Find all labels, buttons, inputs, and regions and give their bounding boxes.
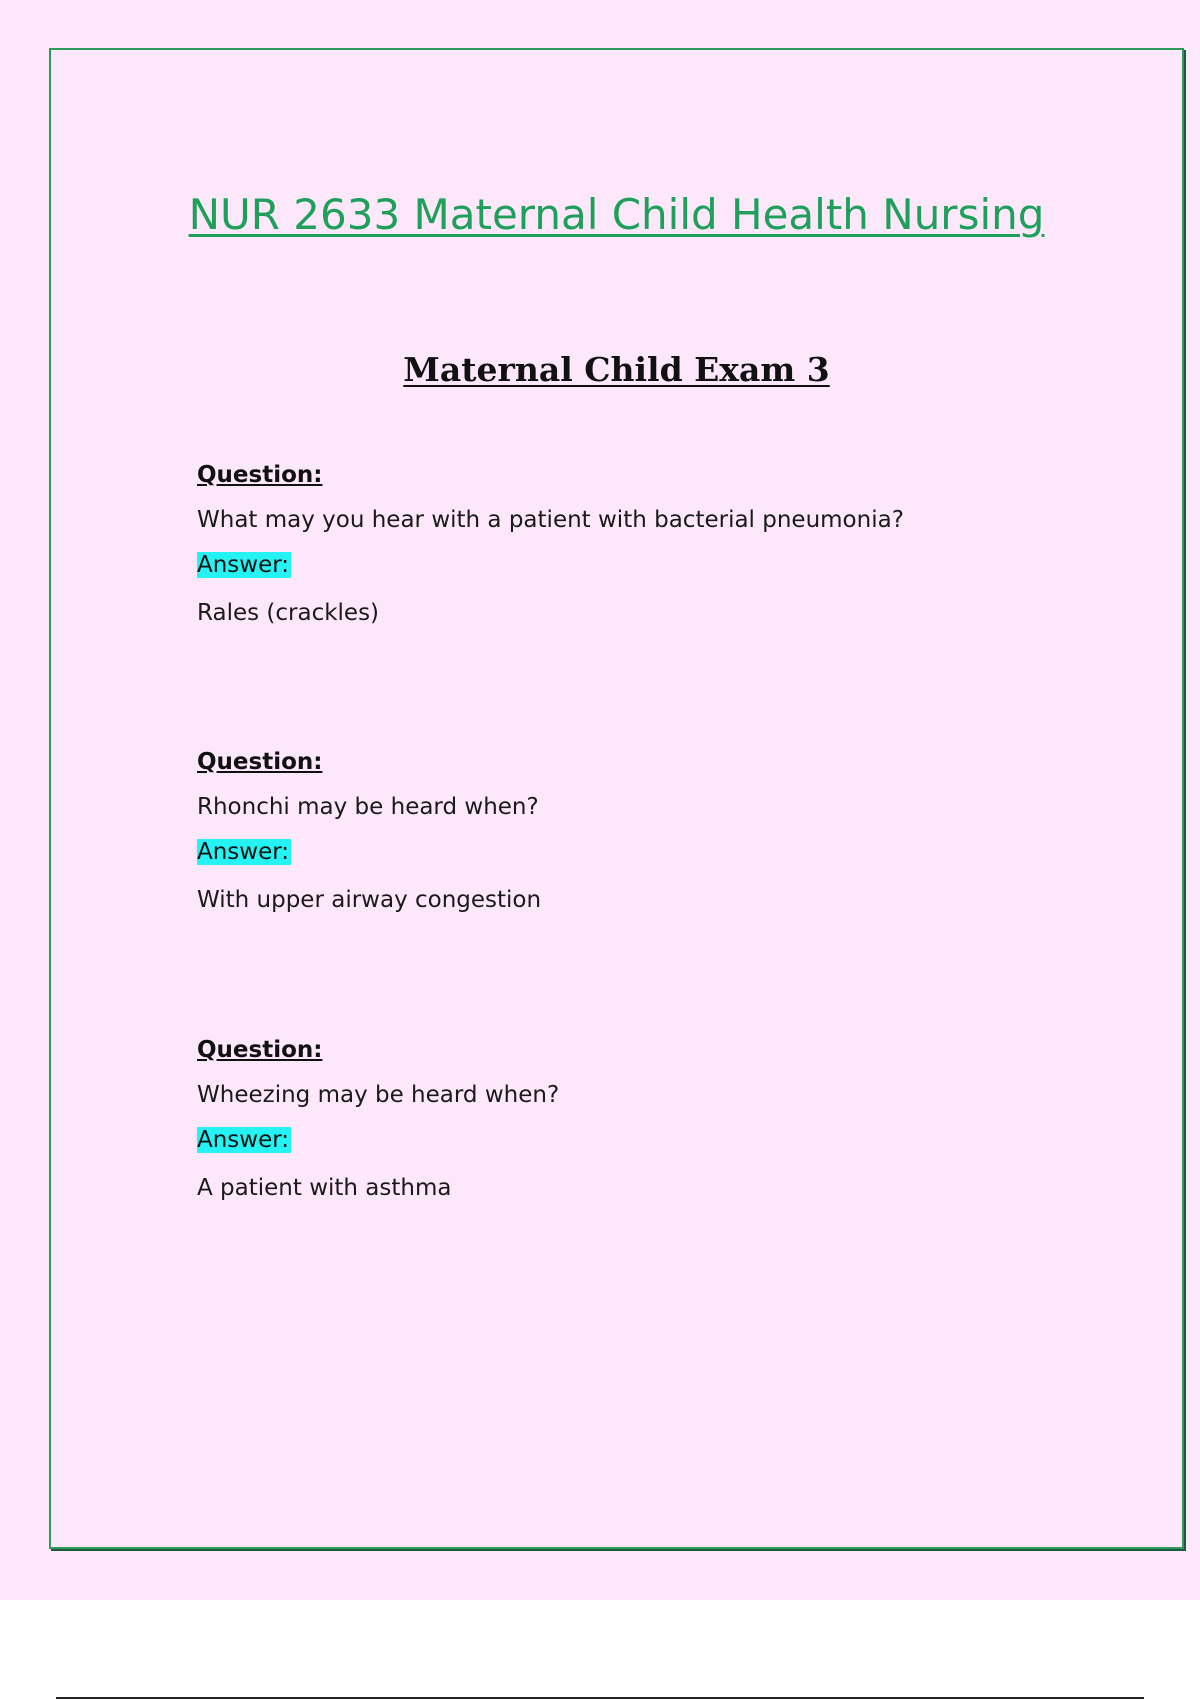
qa-block-1 [197, 460, 1157, 628]
answer-label [197, 550, 1157, 580]
exam-title: Maternal Child Exam 3 [403, 350, 830, 389]
footer-divider [56, 1697, 1144, 1699]
answer-text: With upper airway congestion [197, 887, 542, 913]
question-label: Question: [197, 749, 323, 775]
question-text: What may you hear with a patient with bacterial pneumonia? [197, 507, 904, 533]
answer-text: A patient with asthma [197, 1175, 452, 1201]
course-title: NUR 2633 Maternal Child Health Nursing [188, 190, 1045, 239]
question-text: Wheezing may be heard when? [197, 1082, 560, 1108]
question-label: Question: [197, 462, 323, 488]
answer-label [197, 1125, 1157, 1155]
answer-label [197, 837, 1157, 867]
question-label: Question: [197, 1037, 323, 1063]
answer-label-highlight: Answer: [197, 552, 290, 578]
answer-label-highlight: Answer: [197, 1127, 290, 1153]
qa-block-2 [197, 747, 1157, 915]
answer-label-highlight: Answer: [197, 839, 290, 865]
qa-block-3 [197, 1035, 1157, 1203]
document-frame [49, 48, 1184, 1549]
answer-text: Rales (crackles) [197, 600, 380, 626]
question-text: Rhonchi may be heard when? [197, 794, 539, 820]
